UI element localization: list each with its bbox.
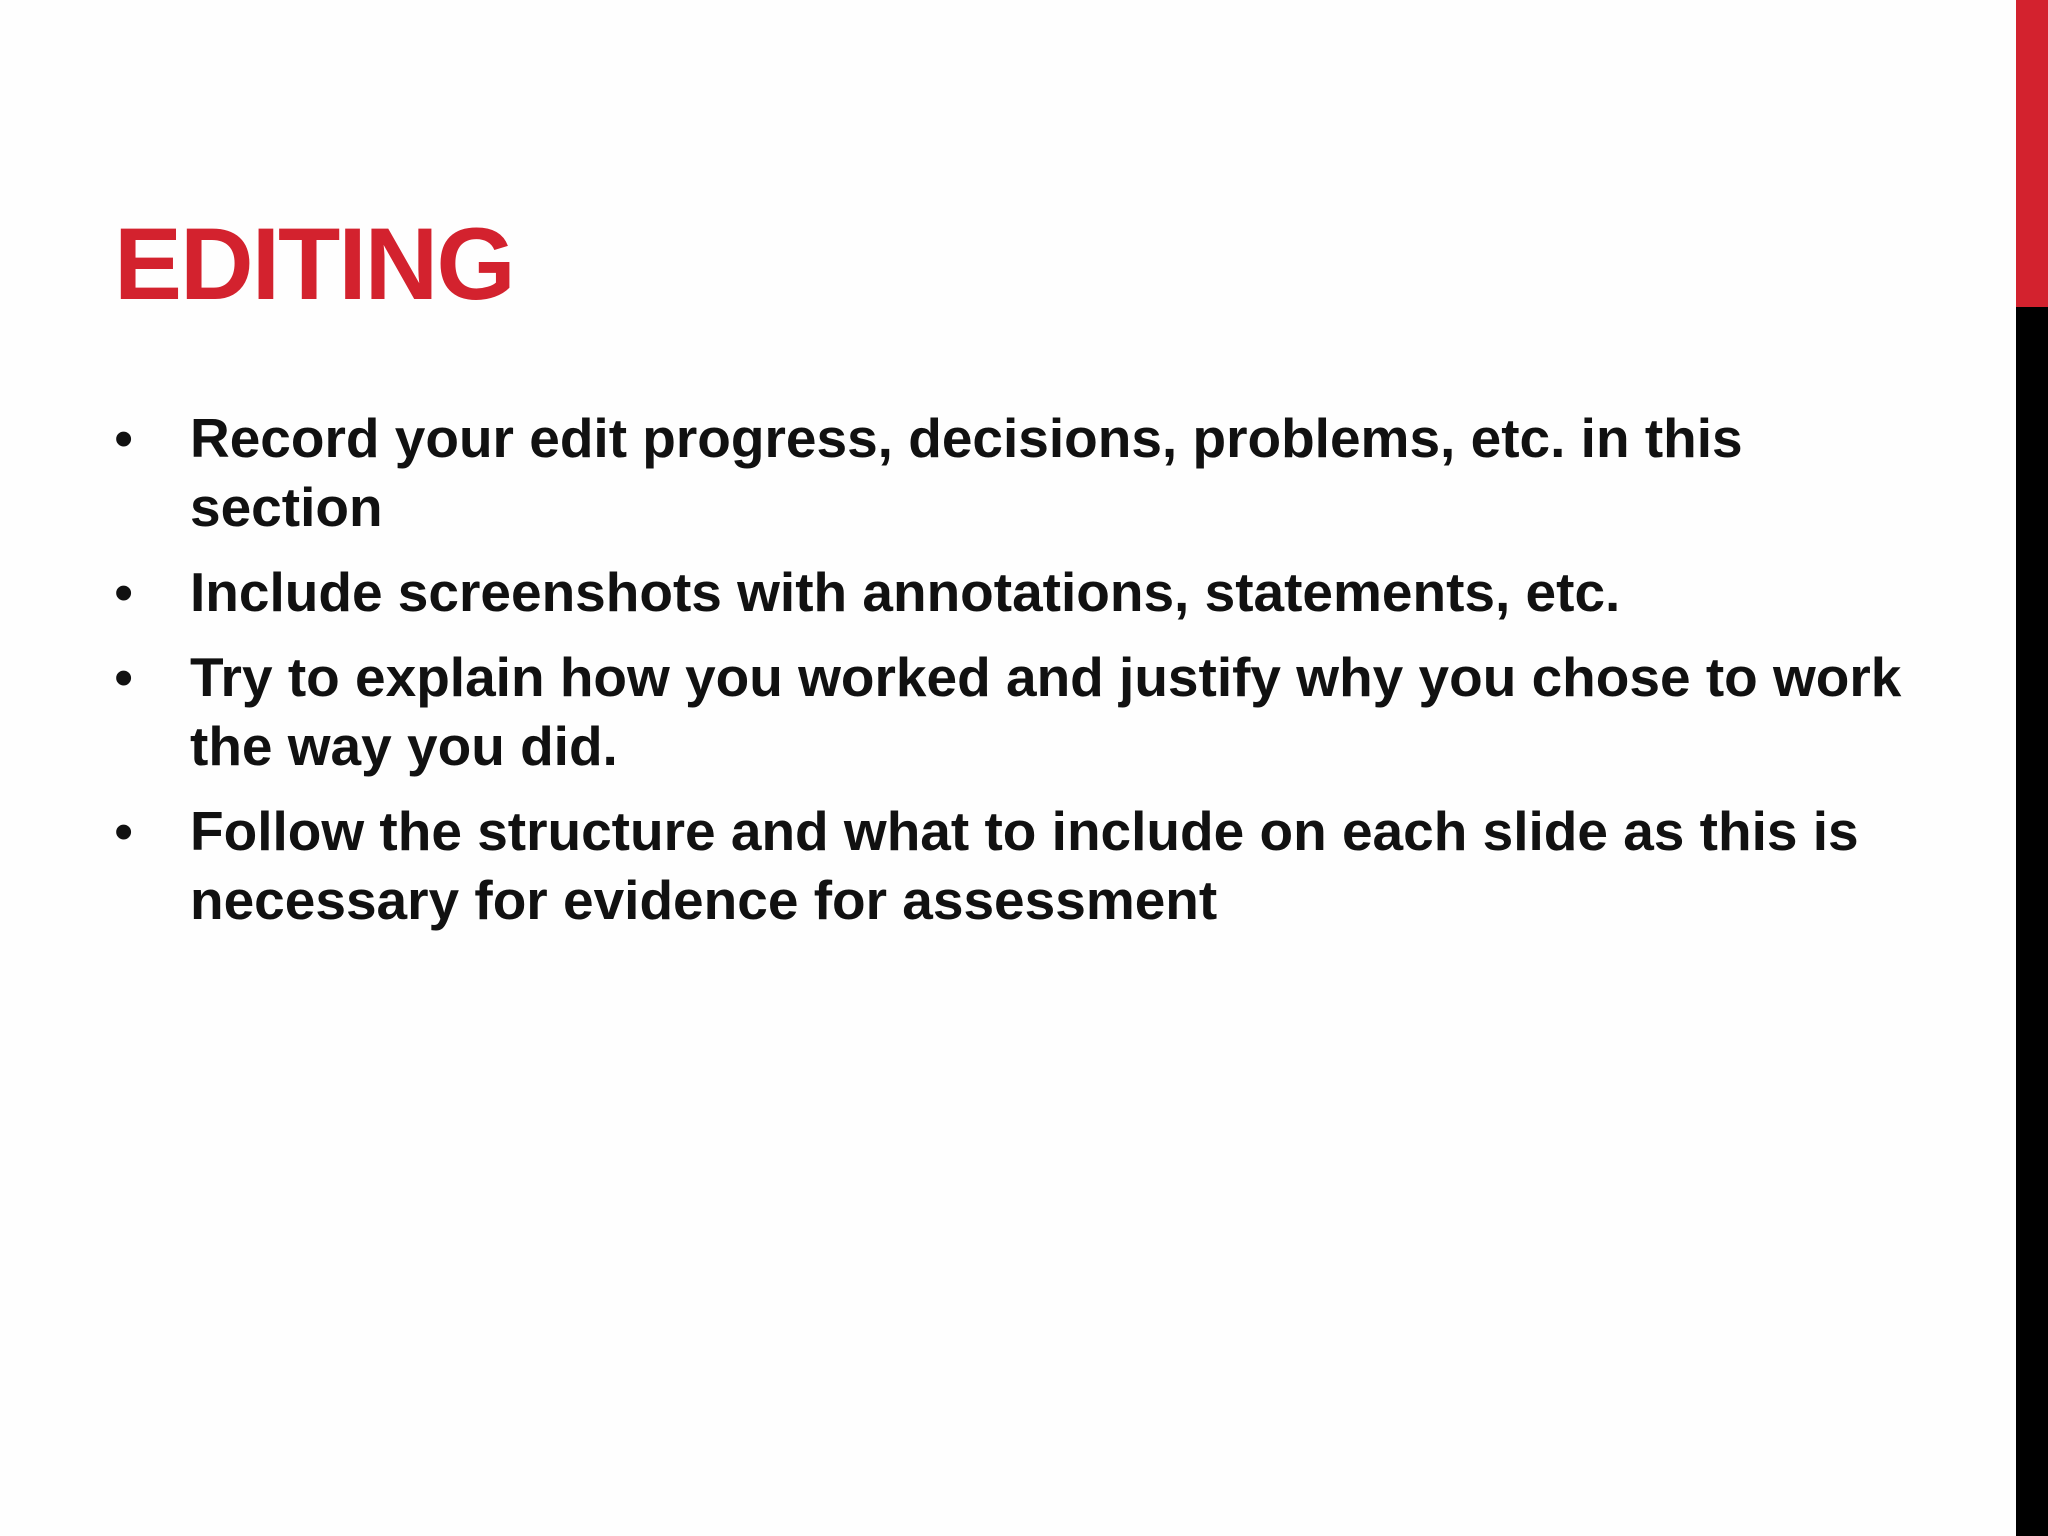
- bullet-icon: •: [114, 407, 134, 469]
- bullet-icon: •: [114, 646, 134, 708]
- bullet-item: [114, 558, 1814, 627]
- bullet-text: Record your edit progress, decisions, problems, etc. in this section: [190, 407, 1743, 538]
- side-bar-accent: [2016, 0, 2048, 307]
- bullet-item: [114, 643, 1902, 781]
- bullet-text: Include screenshots with annotations, statements, etc.: [190, 561, 1621, 623]
- bullet-item: [114, 404, 1814, 542]
- bullet-text: Try to explain how you worked and justify why you chose to work the way you did.: [190, 646, 1902, 777]
- bullet-text: Follow the structure and what to include on each slide as this is necessary for evidence for assessment: [190, 800, 1859, 931]
- bullet-icon: •: [114, 561, 134, 623]
- bullet-item: [114, 797, 1859, 935]
- side-bar: [2016, 0, 2048, 1536]
- bullet-icon: •: [114, 800, 134, 862]
- slide-title: EDITING: [114, 207, 514, 321]
- bullet-list: [114, 404, 1902, 951]
